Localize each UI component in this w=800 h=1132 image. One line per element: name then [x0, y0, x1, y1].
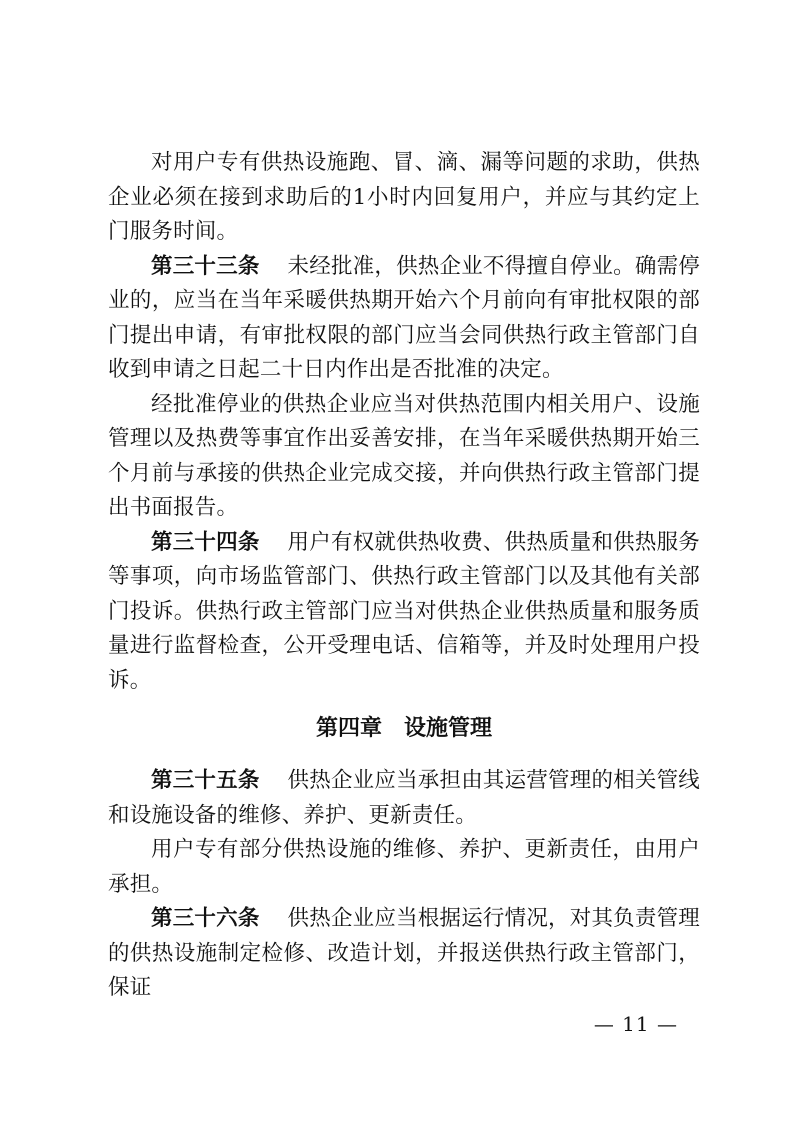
article-number: 第三十五条 [151, 768, 260, 793]
article-number: 第三十六条 [151, 906, 260, 931]
paragraph-2 [108, 388, 700, 526]
chapter-title: 设施管理 [404, 716, 493, 741]
article-text: 未经批准，供热企业不得擅自停业。确需停业的，应当在当年采暖供热期开始六个月前向有审批权限的部门提出申请，有审批权限的部门应当会同供热行政主管部门自收到申请之日起二十日内作出是否批准的决定。 [108, 253, 700, 382]
article-34 [108, 526, 700, 699]
paragraph-3 [108, 833, 700, 902]
paragraph-text: 经批准停业的供热企业应当对供热范围内相关用户、设施管理以及热费等事宜作出妥善安排，在当年采暖供热期开始三个月前与承接的供热企业完成交接，并向供热行政主管部门提出书面报告。 [108, 391, 700, 520]
article-number: 第三十三条 [151, 253, 260, 279]
article-36 [108, 902, 700, 1006]
chapter-heading [108, 704, 700, 754]
article-35 [108, 764, 700, 833]
paragraph-text: 用户专有部分供热设施的维修、养护、更新责任，由用户承担。 [108, 837, 700, 897]
paragraph-1 [108, 146, 700, 250]
article-33 [108, 250, 700, 388]
article-text: 用户有权就供热收费、供热质量和供热服务等事项，向市场监管部门、供热行政主管部门以及其他有关部门投诉。供热行政主管部门应当对供热企业供热质量和服务质量进行监督检查，公开受理电话、信箱等，并及时处理用户投诉。 [108, 529, 700, 693]
paragraph-text: 对用户专有供热设施跑、冒、滴、漏等问题的求助，供热企业必须在接到求助后的1小时内回复用户，并应与其约定上门服务时间。 [108, 150, 700, 244]
article-text: 供热企业应当根据运行情况，对其负责管理的供热设施制定检修、改造计划，并报送供热行政主管部门，保证 [108, 906, 700, 1000]
article-text: 供热企业应当承担由其运营管理的相关管线和设施设备的维修、养护、更新责任。 [108, 768, 700, 828]
document-page [108, 146, 700, 1006]
chapter-number: 第四章 [315, 716, 382, 741]
article-number: 第三十四条 [151, 529, 260, 555]
page-number: — 11 — [593, 1012, 678, 1036]
